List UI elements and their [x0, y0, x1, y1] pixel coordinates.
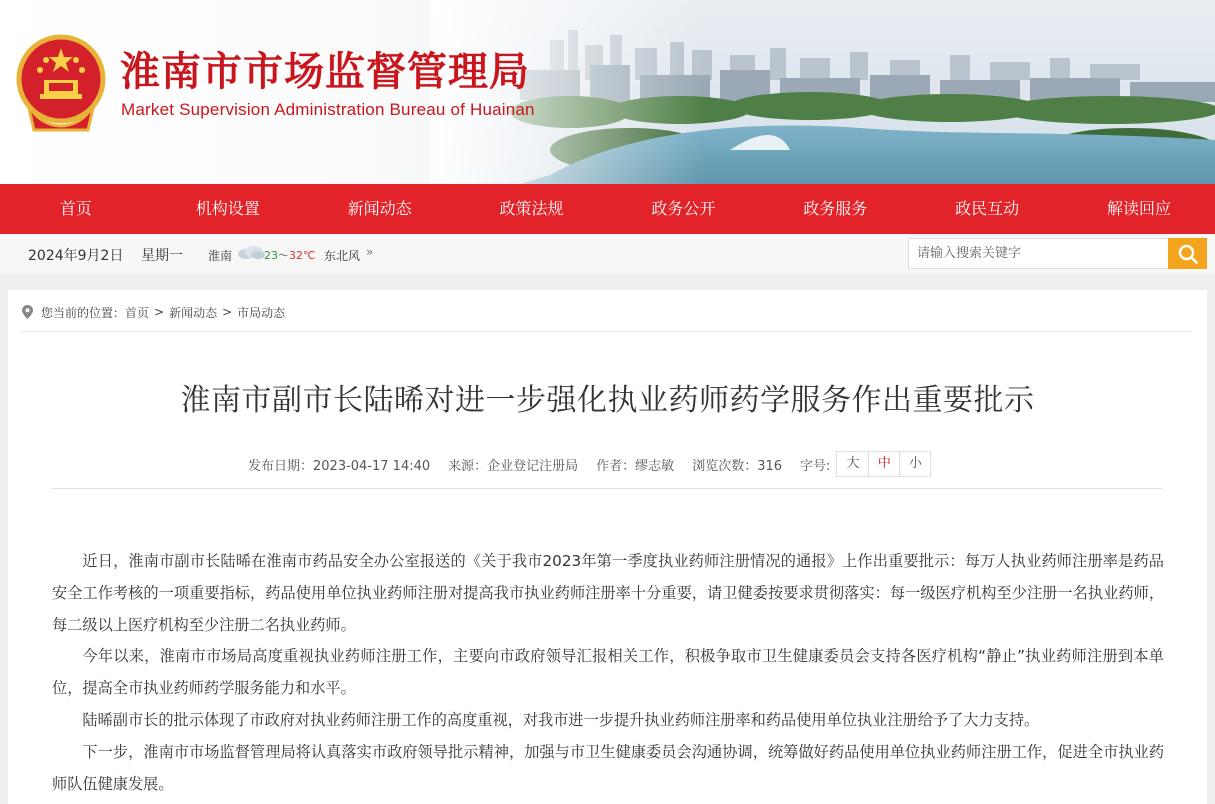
breadcrumb-prefix: 您当前的位置：: [41, 305, 126, 320]
nav-item-gov-services[interactable]: 政务服务: [803, 199, 868, 218]
temperature-low: 23: [264, 249, 278, 262]
wind-direction: 东北风: [324, 249, 361, 263]
article-paragraph: 陆晞副市长的批示体现了市政府对执业药师注册工作的高度重视，对我市进一步提升执业药师注册率和药品使用单位执业注册给予了大力支持。: [82, 710, 1040, 729]
site-title: 淮南市市场监督管理局: [120, 49, 530, 95]
font-size-label: 字号:: [800, 458, 831, 474]
font-size-medium-button[interactable]: 中: [868, 452, 899, 476]
temperature: [264, 247, 315, 263]
nav-item-policy[interactable]: 政策法规: [499, 199, 564, 218]
font-size-switcher: [836, 451, 931, 477]
breadcrumb-separator: >: [154, 305, 165, 319]
breadcrumb: [22, 303, 285, 321]
view-count: 浏览次数：316: [692, 458, 783, 474]
article-paragraph: 下一步，淮南市市场监督管理局将认真落实市政府领导批示精神，加强与市卫生健康委员会沟通协调，统筹做好药品使用单位执业药师注册工作，促进全市执业药师队伍健康发展。: [52, 742, 1164, 793]
nav-item-interpretation[interactable]: 解读回应: [1107, 199, 1172, 218]
article-author: 作者：缪志敏: [596, 458, 675, 474]
current-date: 2024年9月2日: [28, 248, 124, 264]
nav-item-interaction[interactable]: 政民互动: [955, 199, 1020, 218]
nav-item-news[interactable]: 新闻动态: [347, 199, 412, 218]
article-body: [52, 546, 1164, 800]
nav-item-home[interactable]: 首页: [59, 199, 92, 218]
publish-date: 发布日期：2023-04-17 14:40: [248, 458, 431, 474]
location-pin-icon: [22, 305, 33, 319]
divider: [52, 488, 1162, 489]
main-nav: [0, 184, 1215, 234]
temperature-high: 32℃: [289, 249, 316, 262]
weather-more-link[interactable]: »: [366, 245, 374, 259]
nav-item-gov-affairs[interactable]: 政务公开: [651, 199, 716, 218]
cloudy-icon: [236, 243, 266, 261]
city-lake-scene: [430, 0, 1215, 184]
nav-item-organization[interactable]: 机构设置: [195, 199, 260, 218]
article-paragraph: 近日，淮南市副市长陆晞在淮南市药品安全办公室报送的《关于我市2023年第一季度执业药师注册情况的通报》上作出重要批示：每万人执业药师注册率是药品安全工作考核的一项重要指标，药品使用单位执业药师注册对提高我市执业药师注册率十分重要，请卫健委按要求贯彻落实：每一级医疗机构至少注册一名执业药师，每二级以上医疗机构至少注册二名执业药师。: [52, 552, 1164, 634]
weather-city: 淮南: [208, 249, 233, 263]
search-input[interactable]: [908, 238, 1168, 269]
breadcrumb-separator: >: [222, 305, 233, 319]
breadcrumb-bureau-news[interactable]: 市局动态: [237, 305, 286, 320]
site-subtitle: Market Supervision Administration Bureau of Huainan: [121, 100, 535, 119]
temperature-separator: ～: [278, 249, 289, 262]
national-emblem-icon: [16, 34, 106, 132]
article-meta: [248, 452, 931, 476]
article-source: 来源：企业登记注册局: [448, 458, 579, 474]
font-size-large-button[interactable]: 大: [846, 456, 860, 471]
breadcrumb-news[interactable]: 新闻动态: [169, 305, 218, 320]
search-button[interactable]: [1168, 238, 1207, 269]
article-paragraph: 今年以来，淮南市市场局高度重视执业药师注册工作，主要向市政府领导汇报相关工作，积极争取市卫生健康委员会支持各医疗机构“静止”执业药师注册到本单位，提高全市执业药师药学服务能力和水平。: [52, 647, 1164, 698]
header-banner: [0, 0, 1215, 184]
font-size-small-button[interactable]: 小: [899, 452, 930, 476]
article-title: 淮南市副市长陆晞对进一步强化执业药师药学服务作出重要批示: [180, 383, 1035, 418]
current-weekday: 星期一: [141, 248, 183, 264]
search-icon: [1177, 243, 1199, 265]
breadcrumb-home[interactable]: 首页: [125, 305, 150, 320]
divider: [22, 331, 1192, 332]
